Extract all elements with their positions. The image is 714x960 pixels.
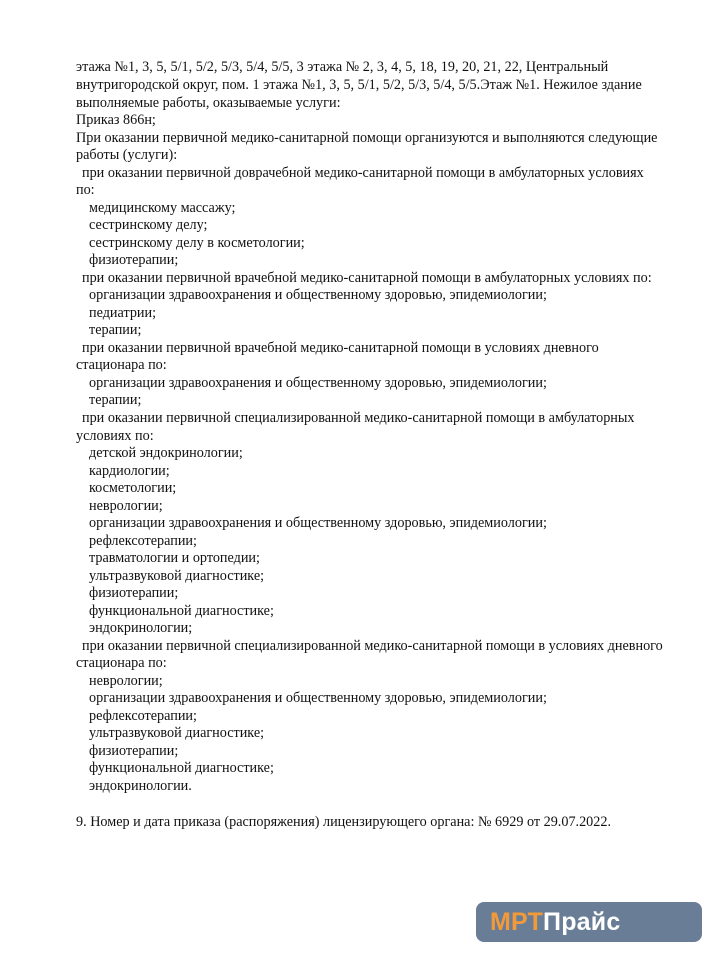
text-line: ультразвуковой диагностике; (89, 568, 265, 584)
text-line: сестринскому делу в косметологии; (89, 235, 305, 251)
text-line: педиатрии; (89, 305, 157, 321)
text-line: при оказании первичной специализированной медико-санитарной помощи в амбулаторных (82, 410, 635, 426)
text-line: кардиологии; (89, 463, 170, 479)
text-line: работы (услуги): (76, 147, 178, 163)
text-line: функциональной диагностике; (89, 603, 274, 619)
text-line: рефлексотерапии; (89, 533, 197, 549)
watermark-part-a: МРТ (490, 907, 544, 936)
text-line: при оказании первичной врачебной медико-санитарной помощи в условиях дневного (82, 340, 599, 356)
text-line: терапии; (89, 322, 142, 338)
text-line: при оказании первичной специализированной медико-санитарной помощи в условиях дневного (82, 638, 663, 654)
text-line: травматологии и ортопедии; (89, 550, 260, 566)
text-line: медицинскому массажу; (89, 200, 236, 216)
text-line: эндокринологии; (89, 620, 193, 636)
text-line: неврологии; (89, 673, 163, 689)
text-line: эндокринологии. (89, 778, 192, 794)
text-line: стационара по: (76, 357, 167, 373)
text-line: выполняемые работы, оказываемые услуги: (76, 95, 341, 111)
text-line: физиотерапии; (89, 743, 179, 759)
text-line: при оказании первичной врачебной медико-санитарной помощи в амбулаторных условиях по: (82, 270, 652, 286)
text-line: организации здравоохранения и общественному здоровью, эпидемиологии; (89, 515, 547, 531)
text-line: при оказании первичной доврачебной медико-санитарной помощи в амбулаторных условиях (82, 165, 644, 181)
order-number-line: 9. Номер и дата приказа (распоряжения) лицензирующего органа: № 6929 от 29.07.2022. (76, 814, 612, 830)
text-line: организации здравоохранения и общественному здоровью, эпидемиологии; (89, 690, 547, 706)
text-line: неврологии; (89, 498, 163, 514)
text-line: физиотерапии; (89, 585, 179, 601)
text-line: этажа №1, 3, 5, 5/1, 5/2, 5/3, 5/4, 5/5, 3 этажа № 2, 3, 4, 5, 18, 19, 20, 21, 22, Центральный (76, 59, 609, 75)
text-line: функциональной диагностике; (89, 760, 274, 776)
text-line: внутригородской округ, пом. 1 этажа №1, 3, 5, 5/1, 5/2, 5/3, 5/4, 5/5.Этаж №1. Нежилое здание (76, 77, 642, 93)
text-line: условиях по: (76, 428, 154, 444)
text-line: детской эндокринологии; (89, 445, 243, 461)
text-line: Приказ 866н; (76, 112, 156, 128)
text-line: физиотерапии; (89, 252, 179, 268)
text-line: рефлексотерапии; (89, 708, 197, 724)
text-line: сестринскому делу; (89, 217, 208, 233)
text-line: терапии; (89, 392, 142, 408)
text-line: организации здравоохранения и общественному здоровью, эпидемиологии; (89, 287, 547, 303)
text-line: При оказании первичной медико-санитарной помощи организуются и выполняются следующие (76, 130, 658, 146)
text-line: по: (76, 182, 95, 198)
text-line: косметологии; (89, 480, 177, 496)
text-line: стационара по: (76, 655, 167, 671)
mrtprice-watermark (476, 902, 702, 942)
text-line: ультразвуковой диагностике; (89, 725, 265, 741)
text-line: организации здравоохранения и общественному здоровью, эпидемиологии; (89, 375, 547, 391)
watermark-part-b: Прайс (543, 907, 621, 936)
